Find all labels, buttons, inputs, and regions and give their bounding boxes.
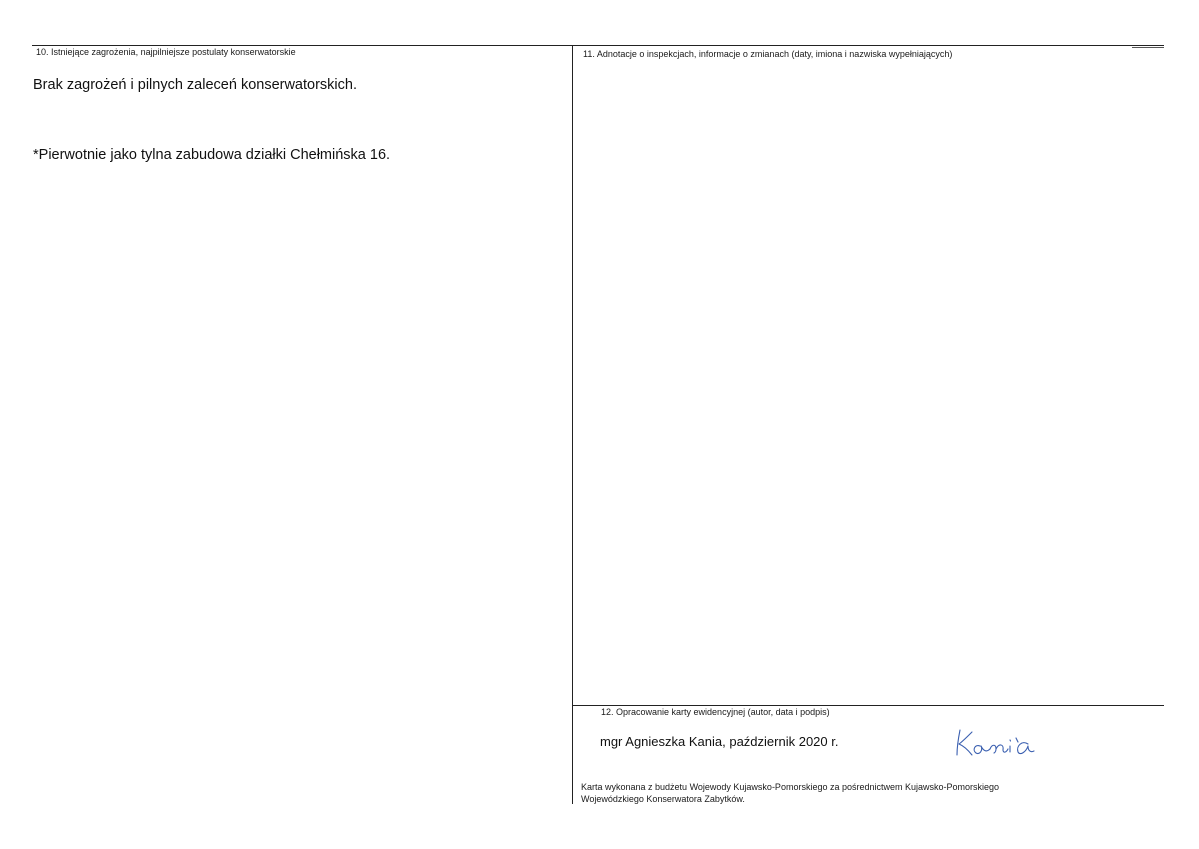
column-divider (572, 45, 573, 804)
section-10-note: *Pierwotnie jako tylna zabudowa działki Chełmińska 16. (33, 147, 391, 163)
handwritten-signature (950, 722, 1040, 762)
section-10-label: 10. Istniejące zagrożenia, najpilniejsze postulaty konserwatorskie (36, 47, 296, 57)
form-top-rule-end (1132, 47, 1164, 48)
section-11-label: 11. Adnotacje o inspekcjach, informacje o zmianach (daty, imiona i nazwiska wypełniających) (583, 49, 953, 59)
section-12-label: 12. Opracowanie karty ewidencyjnej (autor, data i podpis) (601, 707, 830, 717)
author-text: mgr Agnieszka Kania, październik 2020 r. (600, 734, 839, 749)
footer-line-1: Karta wykonana z budżetu Wojewody Kujawsko-Pomorskiego za pośrednictwem Kujawsko-Pomorskiego (581, 782, 1000, 792)
form-top-rule (32, 45, 1164, 46)
section-12-rule (572, 705, 1164, 706)
footer-line-2: Wojewódzkiego Konserwatora Zabytków. (581, 794, 745, 804)
section-10-text: Brak zagrożeń i pilnych zaleceń konserwatorskich. (33, 77, 357, 93)
